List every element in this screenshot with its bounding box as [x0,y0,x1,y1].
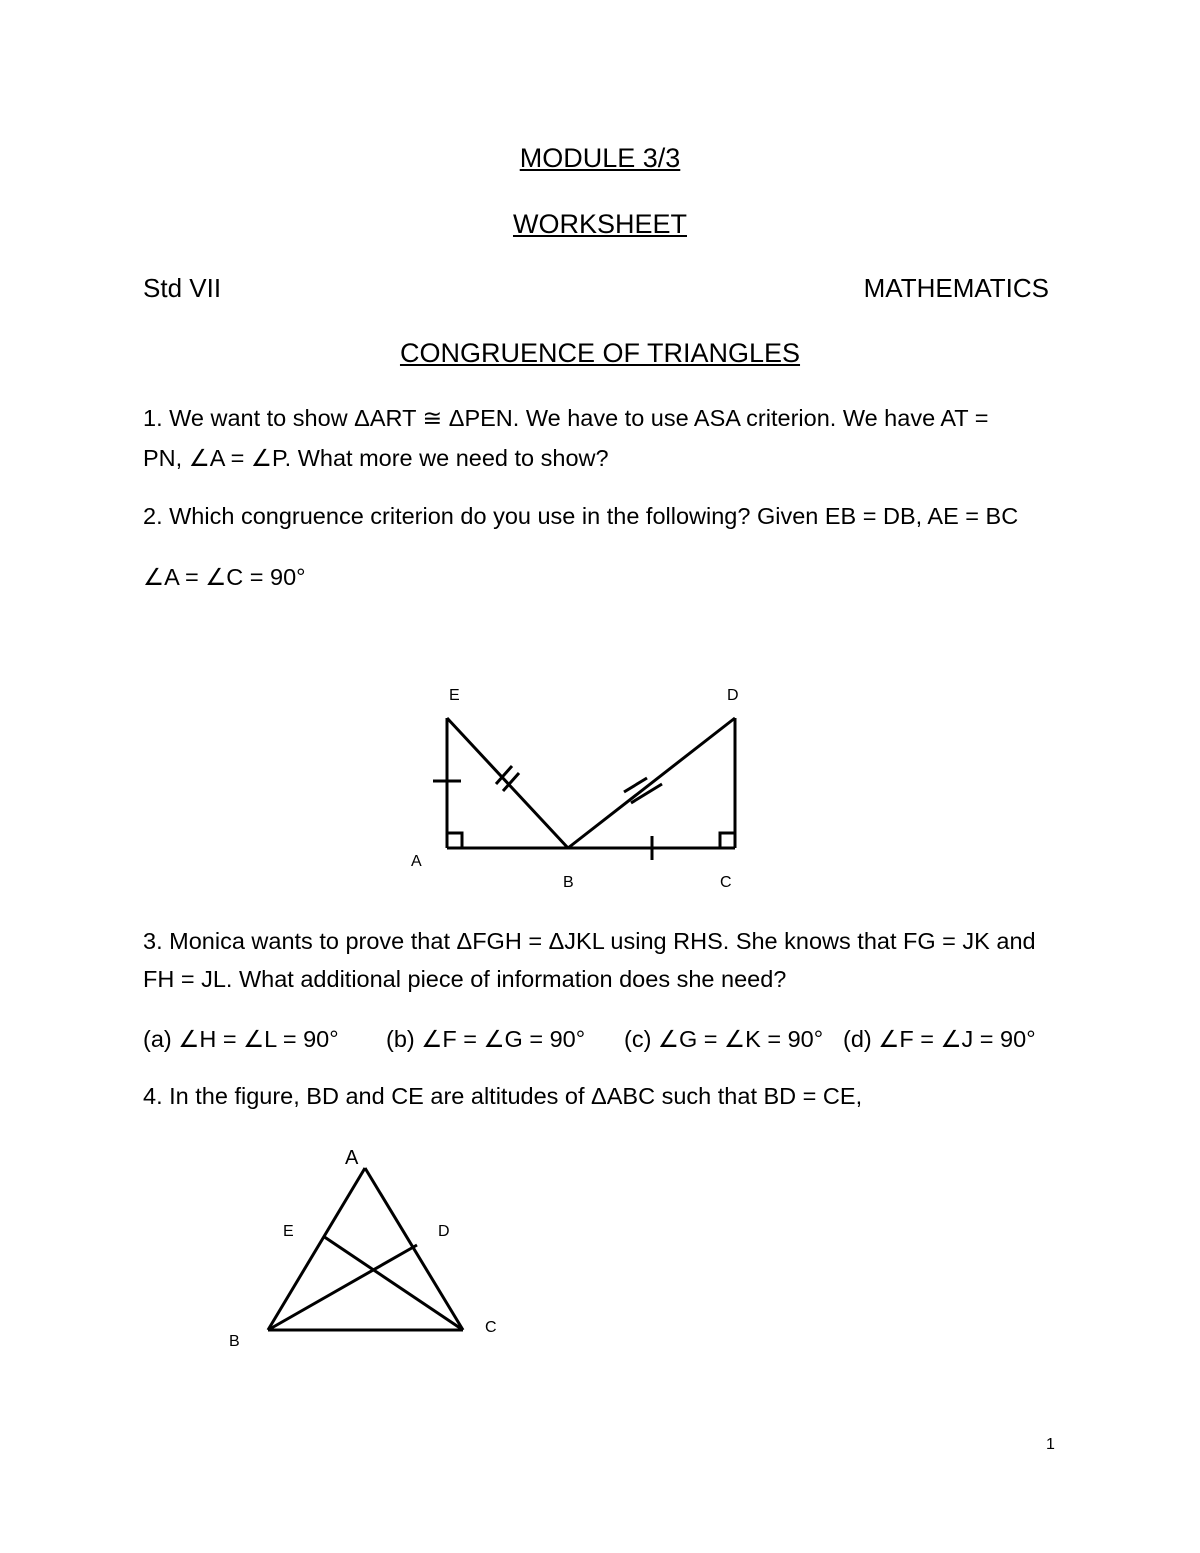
right-angle-a [447,833,462,848]
altitude-bd [268,1245,417,1330]
std-label: Std VII [143,273,222,303]
subject-label: MATHEMATICS [863,273,1049,303]
figure-2-label-a: A [345,1147,359,1169]
question-3-line-2: FH = JL. What additional piece of information does she need? [143,966,787,992]
question-3-line-1: 3. Monica wants to prove that ΔFGH = ΔJKL using RHS. She knows that FG = JK and [143,928,1036,954]
figure-2-diagram [220,1140,520,1355]
segment-bd [568,718,735,848]
figure-1-label-b: B [563,874,574,891]
question-1-line-1: 1. We want to show ΔART ≅ ΔPEN. We have to use ASA criterion. We have AT = [143,405,989,431]
figure-2-label-d: D [438,1223,450,1240]
figure-2-label-c: C [485,1319,497,1336]
question-3-option-b: (b) ∠F = ∠G = 90° [386,1026,586,1052]
side-ab [268,1168,365,1330]
topic-heading: CONGRUENCE OF TRIANGLES [399,338,801,368]
question-3-option-d: (d) ∠F = ∠J = 90° [843,1026,1036,1052]
question-2-line-2: ∠A = ∠C = 90° [143,564,306,590]
question-1-line-2: PN, ∠A = ∠P. What more we need to show? [143,445,609,471]
question-3-option-a: (a) ∠H = ∠L = 90° [143,1026,339,1052]
figure-1-label-e: E [449,687,460,704]
figure-1-label-d: D [727,687,739,704]
figure-2-label-b: B [229,1333,240,1350]
page-number: 1 [1046,1436,1055,1453]
question-3-option-c: (c) ∠G = ∠K = 90° [624,1026,824,1052]
figure-1-diagram [400,680,760,900]
segment-eb [447,718,568,848]
question-2-line-1: 2. Which congruence criterion do you use in the following? Given EB = DB, AE = BC [143,503,1019,529]
side-ac [365,1168,463,1330]
figure-1-label-a: A [411,853,422,870]
altitude-ce [323,1236,463,1330]
figure-1-label-c: C [720,874,732,891]
right-angle-c [720,833,735,848]
figure-2-label-e: E [283,1223,294,1240]
module-heading: MODULE 3/3 [519,143,681,173]
question-4-line-1: 4. In the figure, BD and CE are altitudes of ΔABC such that BD = CE, [143,1083,863,1109]
worksheet-heading: WORKSHEET [512,209,687,239]
